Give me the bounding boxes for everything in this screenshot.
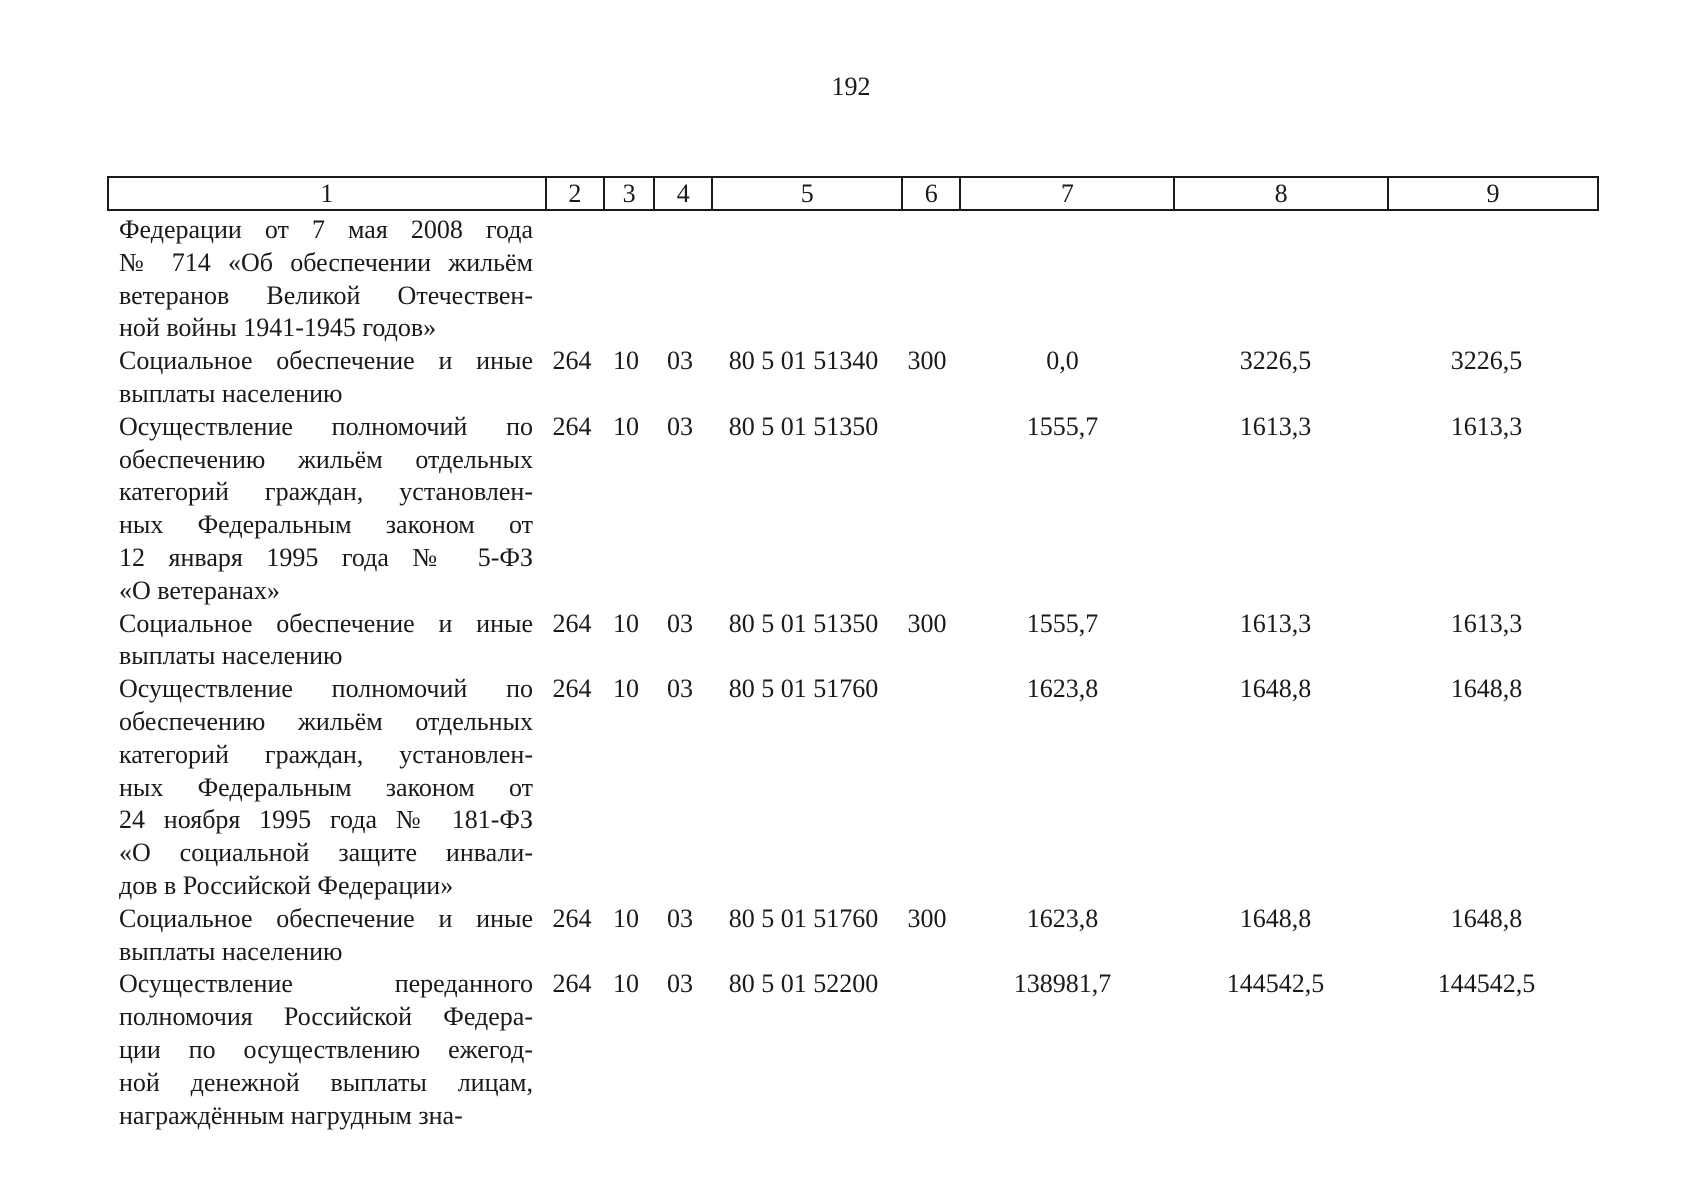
row-name-line: «О ветеранах» xyxy=(119,575,280,605)
header-col-6: 6 xyxy=(902,177,960,210)
table-header xyxy=(107,176,1599,211)
cell-col-9: 1613,3 xyxy=(1450,411,1523,441)
cell-col-2: 264 xyxy=(552,674,592,704)
row-name-line: «О социальной защите инвали- xyxy=(119,838,533,868)
row-name-line: Осуществление полномочий по xyxy=(119,411,533,441)
cell-col-5: 80 5 01 51760 xyxy=(728,903,879,933)
cell-col-3: 10 xyxy=(613,411,639,441)
row-name-line: ных Федеральным законом от xyxy=(119,510,533,540)
cell-col-3: 10 xyxy=(613,608,639,638)
cell-col-6: 300 xyxy=(907,608,947,638)
row-name-line: ветеранов Великой Отечествен- xyxy=(119,280,533,310)
cell-col-7: 0,0 xyxy=(1046,346,1079,376)
cell-col-2: 264 xyxy=(552,903,592,933)
cell-col-2: 264 xyxy=(552,608,592,638)
page-number: 192 xyxy=(831,72,871,101)
cell-col-4: 03 xyxy=(667,903,693,933)
cell-col-3: 10 xyxy=(613,674,639,704)
cell-col-6 xyxy=(898,214,956,345)
cell-col-4: 03 xyxy=(667,674,693,704)
row-name xyxy=(107,608,543,674)
cell-col-3: 10 xyxy=(613,346,639,376)
row-name-line: Федерации от 7 мая 2008 года xyxy=(119,215,533,244)
cell-col-4: 03 xyxy=(667,346,693,376)
header-col-3: 3 xyxy=(604,177,654,210)
row-name-line: Социальное обеспечение и иные xyxy=(119,903,533,933)
table-row xyxy=(107,968,1599,1132)
row-name xyxy=(107,968,543,1132)
cell-col-8: 144542,5 xyxy=(1226,969,1325,999)
cell-col-5 xyxy=(709,214,898,345)
header-col-8: 8 xyxy=(1174,177,1388,210)
cell-col-7 xyxy=(956,214,1169,345)
cell-col-7: 1555,7 xyxy=(1026,608,1099,638)
cell-col-9: 1613,3 xyxy=(1450,608,1523,638)
cell-col-5: 80 5 01 52200 xyxy=(728,969,879,999)
row-name-line: № 714 «Об обеспечении жильём xyxy=(119,247,533,277)
row-name xyxy=(107,214,543,345)
cell-col-2: 264 xyxy=(552,969,592,999)
cell-col-4: 03 xyxy=(667,608,693,638)
cell-col-7: 1623,8 xyxy=(1026,674,1099,704)
cell-col-2 xyxy=(543,214,601,345)
row-name xyxy=(107,903,543,969)
table-body xyxy=(107,214,1599,1132)
cell-col-9: 144542,5 xyxy=(1437,969,1536,999)
cell-col-5: 80 5 01 51760 xyxy=(728,674,879,704)
row-name-line: выплаты населению xyxy=(119,378,343,408)
cell-col-9: 1648,8 xyxy=(1450,674,1523,704)
row-name-line: Социальное обеспечение и иные xyxy=(119,608,533,638)
row-name-line: ных Федеральным законом от xyxy=(119,772,533,802)
header-col-5: 5 xyxy=(712,177,902,210)
table-row xyxy=(107,411,1599,608)
row-name-line: категорий граждан, установлен- xyxy=(119,477,533,507)
table-row xyxy=(107,214,1599,345)
cell-col-8: 3226,5 xyxy=(1239,346,1312,376)
cell-col-9: 3226,5 xyxy=(1450,346,1523,376)
cell-col-3: 10 xyxy=(613,903,639,933)
table-row xyxy=(107,673,1599,903)
table-row xyxy=(107,903,1599,969)
cell-col-8: 1648,8 xyxy=(1239,674,1312,704)
row-name-line: выплаты населению xyxy=(119,641,343,671)
row-name-line: 12 января 1995 года № 5-ФЗ xyxy=(119,542,533,572)
row-name-line: ции по осуществлению ежегод- xyxy=(119,1034,533,1064)
cell-col-6 xyxy=(898,968,956,1132)
cell-col-5: 80 5 01 51340 xyxy=(728,346,879,376)
cell-col-4: 03 xyxy=(667,969,693,999)
cell-col-2: 264 xyxy=(552,346,592,376)
cell-col-3: 10 xyxy=(613,969,639,999)
cell-col-7: 1623,8 xyxy=(1026,903,1099,933)
cell-col-8: 1648,8 xyxy=(1239,903,1312,933)
row-name xyxy=(107,345,543,411)
cell-col-3 xyxy=(601,214,651,345)
cell-col-8 xyxy=(1169,214,1382,345)
cell-col-8: 1613,3 xyxy=(1239,608,1312,638)
table-row xyxy=(107,608,1599,674)
row-name-line: Осуществление переданного xyxy=(119,969,533,999)
cell-col-4 xyxy=(651,214,709,345)
cell-col-6: 300 xyxy=(907,903,947,933)
row-name-line: награждённым нагрудным зна- xyxy=(119,1100,463,1130)
row-name-line: дов в Российской Федерации» xyxy=(119,870,454,900)
cell-col-7: 1555,7 xyxy=(1026,411,1099,441)
row-name-line: обеспечению жильём отдельных xyxy=(119,444,533,474)
row-name-line: выплаты населению xyxy=(119,936,343,966)
cell-col-6: 300 xyxy=(907,346,947,376)
header-col-7: 7 xyxy=(960,177,1174,210)
cell-col-5: 80 5 01 51350 xyxy=(728,608,879,638)
header-col-4: 4 xyxy=(654,177,712,210)
row-name-line: ной войны 1941-1945 годов» xyxy=(119,313,437,343)
row-name-line: обеспечению жильём отдельных xyxy=(119,706,533,736)
row-name xyxy=(107,673,543,903)
row-name-line: Осуществление полномочий по xyxy=(119,674,533,704)
header-col-1: 1 xyxy=(108,177,546,210)
cell-col-4: 03 xyxy=(667,411,693,441)
cell-col-2: 264 xyxy=(552,411,592,441)
cell-col-9 xyxy=(1382,214,1591,345)
row-name xyxy=(107,411,543,608)
cell-col-7: 138981,7 xyxy=(1013,969,1112,999)
row-name-line: категорий граждан, установлен- xyxy=(119,739,533,769)
row-name-line: Социальное обеспечение и иные xyxy=(119,346,533,376)
cell-col-5: 80 5 01 51350 xyxy=(728,411,879,441)
cell-col-6 xyxy=(898,411,956,608)
row-name-line: ной денежной выплаты лицам, xyxy=(119,1067,533,1097)
cell-col-9: 1648,8 xyxy=(1450,903,1523,933)
cell-col-6 xyxy=(898,673,956,903)
row-name-line: полномочия Российской Федера- xyxy=(119,1002,533,1032)
row-name-line: 24 ноября 1995 года № 181-ФЗ xyxy=(119,805,533,835)
header-col-2: 2 xyxy=(546,177,604,210)
cell-col-8: 1613,3 xyxy=(1239,411,1312,441)
table-row xyxy=(107,345,1599,411)
header-col-9: 9 xyxy=(1388,177,1598,210)
